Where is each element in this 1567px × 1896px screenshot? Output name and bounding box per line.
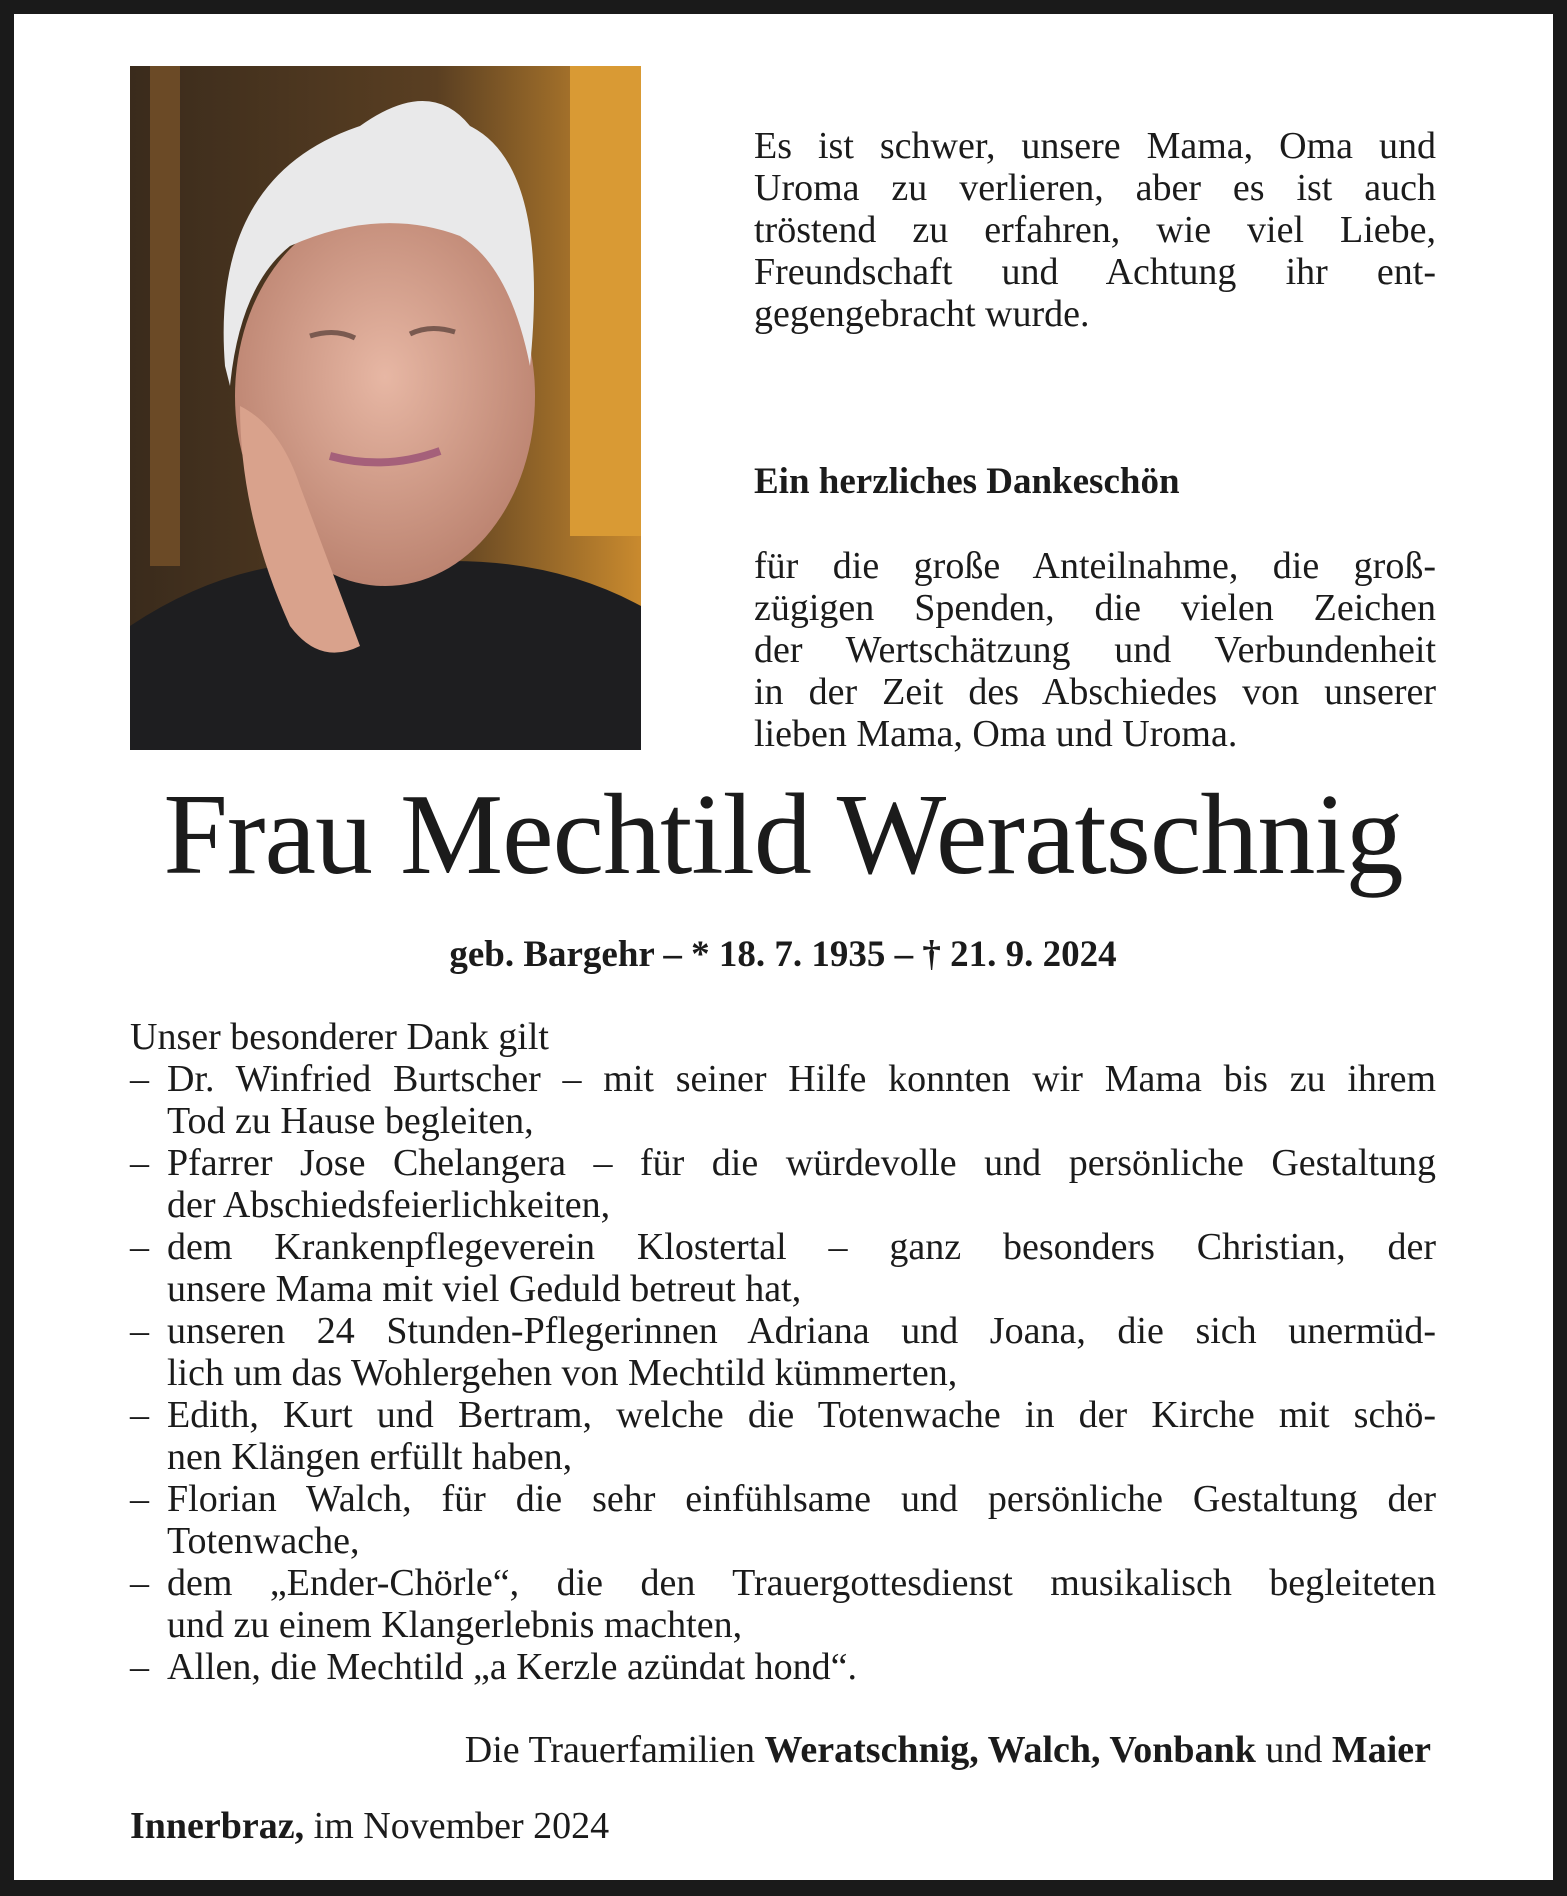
- text-line: Edith, Kurt und Bertram, welche die Totenwache in der Kirche mit schö-: [167, 1394, 1436, 1436]
- dash-bullet: –: [130, 1394, 149, 1436]
- text-line: der Abschiedsfeierlichkeiten,: [167, 1184, 611, 1226]
- signature: [465, 1728, 1431, 1772]
- dash-bullet: –: [130, 1058, 149, 1100]
- text-line: Dr. Winfried Burtscher – mit seiner Hilfe konnten wir Mama bis zu ihrem: [167, 1058, 1436, 1100]
- dash-bullet: –: [130, 1310, 149, 1352]
- place-date: [130, 1804, 609, 1848]
- text-line: unsere Mama mit viel Geduld betreut hat,: [167, 1268, 802, 1310]
- dash-bullet: –: [130, 1562, 149, 1604]
- list-intro: Unser besonderer Dank gilt: [130, 1016, 549, 1058]
- list-item: [130, 1226, 1436, 1310]
- text-line: lieben Mama, Oma und Uroma.: [754, 713, 1238, 755]
- thanks-list: [130, 1016, 1436, 1688]
- portrait-photo: [130, 66, 641, 750]
- intro-text: [754, 125, 1436, 335]
- text-line: dem Krankenpflegeverein Klostertal – ganz besonders Christian, der: [167, 1226, 1436, 1268]
- text-line: Tod zu Hause begleiten,: [167, 1100, 534, 1142]
- place-month: im November 2024: [304, 1805, 610, 1847]
- dash-bullet: –: [130, 1478, 149, 1520]
- list-item: [130, 1142, 1436, 1226]
- text-line: dem „Ender-Chörle“, die den Trauergottesdienst musikalisch begleiteten: [167, 1562, 1436, 1604]
- text-line: in der Zeit des Abschiedes von unserer: [754, 671, 1436, 713]
- list-item: [130, 1310, 1436, 1394]
- thanks-heading: Ein herzliches Dankeschön: [754, 461, 1180, 502]
- life-dates: geb. Bargehr – * 18. 7. 1935 – † 21. 9. 2024: [449, 934, 1117, 975]
- text-line: Allen, die Mechtild „a Kerzle azündat hond“.: [167, 1646, 858, 1688]
- text-line: lich um das Wohlergehen von Mechtild kümmerten,: [167, 1352, 958, 1394]
- text-line: Es ist schwer, unsere Mama, Oma und: [754, 125, 1436, 167]
- dash-bullet: –: [130, 1142, 149, 1184]
- text-line: Pfarrer Jose Chelangera – für die würdevolle und persönliche Gestaltung: [167, 1142, 1436, 1184]
- text-line: gegengebracht wurde.: [754, 293, 1090, 335]
- text-line: unseren 24 Stunden-Pflegerinnen Adriana und Joana, die sich unermüd-: [167, 1310, 1436, 1352]
- list-item: [130, 1478, 1436, 1562]
- dash-bullet: –: [130, 1646, 149, 1688]
- family-name-last: Maier: [1331, 1729, 1431, 1771]
- text-line: tröstend zu erfahren, wie viel Liebe,: [754, 209, 1436, 251]
- list-item: [130, 1646, 1436, 1688]
- text-line: der Wertschätzung und Verbundenheit: [754, 629, 1436, 671]
- place-town: Innerbraz,: [130, 1805, 305, 1847]
- deceased-name: Frau Mechtild Weratschnig: [163, 771, 1403, 899]
- signature-and: und: [1255, 1729, 1332, 1771]
- list-item: [130, 1562, 1436, 1646]
- signature-prefix: Die Trauerfamilien: [464, 1729, 765, 1771]
- list-item: [130, 1058, 1436, 1142]
- dash-bullet: –: [130, 1226, 149, 1268]
- text-line: für die große Anteilnahme, die groß-: [754, 545, 1436, 587]
- thanks-text: [754, 545, 1436, 755]
- text-line: Freundschaft und Achtung ihr ent-: [754, 251, 1436, 293]
- text-line: nen Klängen erfüllt haben,: [167, 1436, 573, 1478]
- text-line: zügigen Spenden, die vielen Zeichen: [754, 587, 1436, 629]
- text-line: und zu einem Klangerlebnis machten,: [167, 1604, 743, 1646]
- text-line: Uroma zu verlieren, aber es ist auch: [754, 167, 1436, 209]
- text-line: Florian Walch, für die sehr einfühlsame und persönliche Gestaltung der: [167, 1478, 1436, 1520]
- list-item: [130, 1394, 1436, 1478]
- text-line: Totenwache,: [167, 1520, 360, 1562]
- family-names: Weratschnig, Walch, Vonbank: [764, 1729, 1256, 1771]
